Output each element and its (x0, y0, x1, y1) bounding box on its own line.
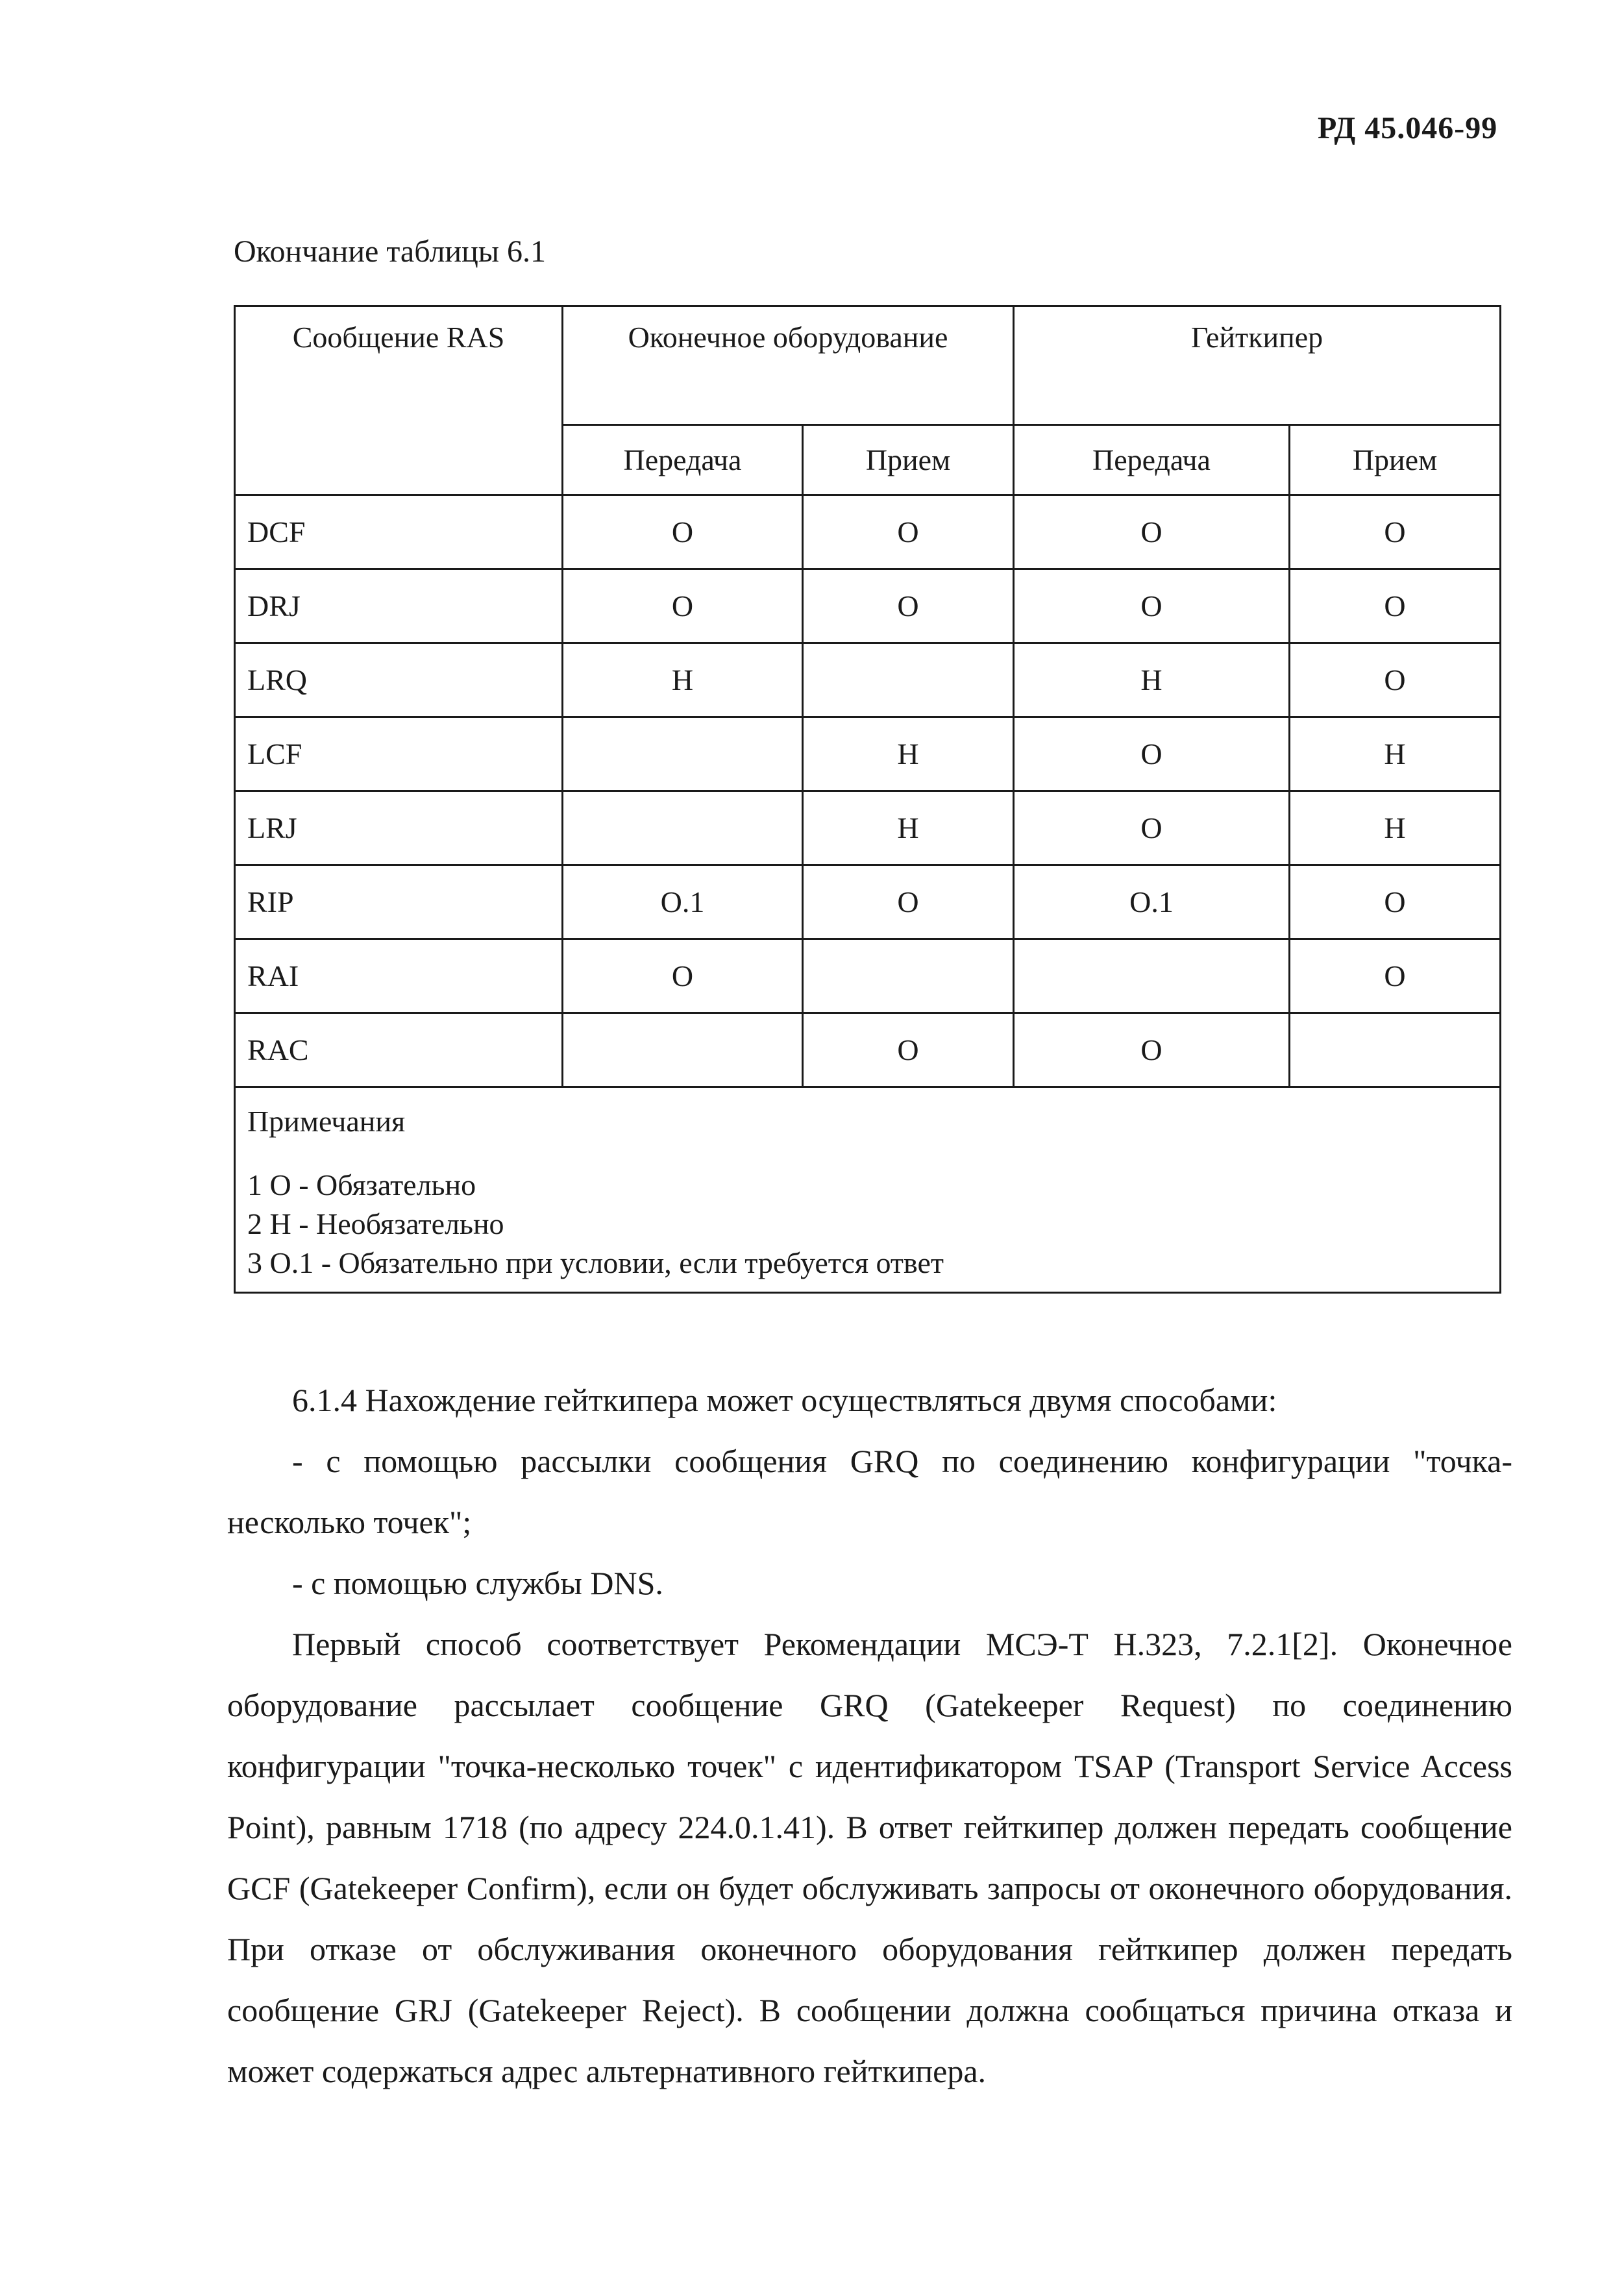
table-cell: O (1290, 569, 1501, 643)
paragraph-first-method: Первый способ соответствует Рекомендации МСЭ-Т H.323, 7.2.1[2]. Оконечное оборудование рассылает сообщение GRQ (Gatekeeper Request) по соединению конфигурации "точка-несколько точек" с идентификатором TSAP (Transport Service Access Point), равным 1718 (по адресу 224.0.1.41). В ответ гейткипер должен передать сообщение GCF (Gatekeeper Confirm), если он будет обслуживать запросы от оконечного оборудования. При отказе от обслуживания оконечного оборудования гейткипер должен передать сообщение GRJ (Gatekeeper Reject). В сообщении должна сообщаться причина отказа и может содержаться адрес альтернативного гейткипера. (227, 1626, 1512, 2089)
table-cell: O (563, 569, 803, 643)
table-row (235, 939, 1501, 1013)
table-cell: O (1014, 791, 1290, 865)
table-cell: H (1290, 791, 1501, 865)
message-cell: LRJ (235, 791, 563, 865)
ras-message-table (234, 305, 1501, 1294)
table-cell: O (1290, 495, 1501, 569)
table-cell (1014, 939, 1290, 1013)
table-cell: H (563, 643, 803, 717)
message-cell: DCF (235, 495, 563, 569)
table-row (235, 791, 1501, 865)
table-row (235, 717, 1501, 791)
message-cell: RIP (235, 865, 563, 939)
table-cell: H (803, 791, 1014, 865)
message-cell: RAC (235, 1013, 563, 1087)
table-cell: O.1 (1014, 865, 1290, 939)
table-cell: O (803, 865, 1014, 939)
table-row (235, 865, 1501, 939)
table-row (235, 495, 1501, 569)
table-cell: O (1014, 495, 1290, 569)
table-cell (563, 791, 803, 865)
table-cell (563, 717, 803, 791)
document-code: РД 45.046-99 (1318, 111, 1498, 145)
table-cell: O (1014, 717, 1290, 791)
table-row (235, 643, 1501, 717)
table-cell: O (803, 569, 1014, 643)
message-cell: RAI (235, 939, 563, 1013)
notes-cell (235, 1087, 1501, 1293)
table-cell: H (1014, 643, 1290, 717)
subheader-transmit: Передача (1014, 425, 1290, 495)
table-row (235, 1013, 1501, 1087)
note-line: 2 H - Необязательно (247, 1207, 504, 1240)
body-text (227, 1370, 1512, 2102)
table-cell: O (563, 495, 803, 569)
table-cell (803, 939, 1014, 1013)
paragraph-section-intro: 6.1.4 Нахождение гейткипера может осуществляться двумя способами: (292, 1382, 1277, 1418)
table-cell: O.1 (563, 865, 803, 939)
table-row (235, 569, 1501, 643)
subheader-transmit: Передача (563, 425, 803, 495)
table-cell (563, 1013, 803, 1087)
message-cell: DRJ (235, 569, 563, 643)
table-cell: O (803, 495, 1014, 569)
list-item-dns: - с помощью службы DNS. (292, 1565, 663, 1601)
table-cell: O (1014, 569, 1290, 643)
table-cell: H (803, 717, 1014, 791)
table-cell: O (1290, 865, 1501, 939)
table-header-row (235, 306, 1501, 425)
header-gatekeeper: Гейткипер (1014, 306, 1501, 425)
message-cell: LCF (235, 717, 563, 791)
table-cell (1290, 1013, 1501, 1087)
subheader-receive: Прием (803, 425, 1014, 495)
header-ras-message: Сообщение RAS (235, 306, 563, 495)
table-cell: O (1014, 1013, 1290, 1087)
message-cell: LRQ (235, 643, 563, 717)
table-cell (803, 643, 1014, 717)
list-item-grq: - с помощью рассылки сообщения GRQ по соединению конфигурации "точка-несколько точек"; (227, 1443, 1512, 1540)
table-cell: O (563, 939, 803, 1013)
table-cell: O (1290, 939, 1501, 1013)
header-terminal-equipment: Оконечное оборудование (563, 306, 1014, 425)
subheader-receive: Прием (1290, 425, 1501, 495)
notes-title: Примечания (247, 1105, 406, 1138)
table-cell: O (1290, 643, 1501, 717)
table-cell: O (803, 1013, 1014, 1087)
table-cell: H (1290, 717, 1501, 791)
notes-row (235, 1087, 1501, 1293)
note-line: 1 O - Обязательно (247, 1168, 476, 1201)
table-caption: Окончание таблицы 6.1 (234, 234, 547, 269)
note-line: 3 O.1 - Обязательно при условии, если требуется ответ (247, 1246, 944, 1279)
